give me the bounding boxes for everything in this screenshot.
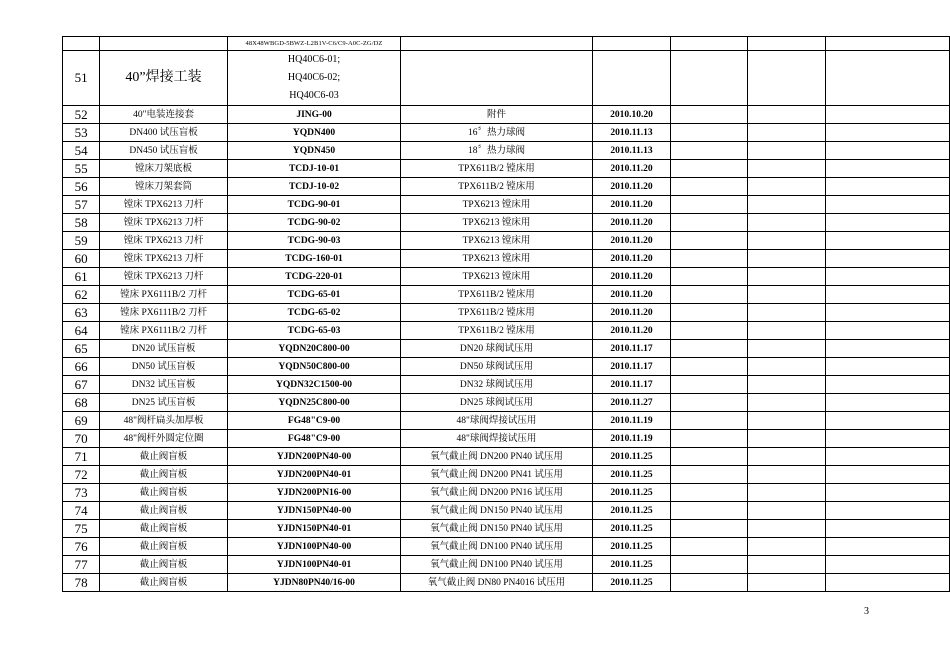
number-cell: 76: [63, 538, 100, 556]
number-cell: 78: [63, 574, 100, 592]
empty-cell: [671, 430, 748, 448]
usage-cell: TPX6213 镗床用: [401, 268, 593, 286]
date-cell: 2010.11.17: [592, 376, 670, 394]
table-row: [63, 142, 950, 160]
empty-cell: [747, 37, 825, 51]
table-row: [63, 51, 950, 106]
empty-cell: [825, 448, 949, 466]
code-cell: TCDG-90-01: [227, 196, 400, 214]
code-cell: TCDJ-10-01: [227, 160, 400, 178]
name-cell: 镗床 PX6111B/2 刀杆: [100, 304, 228, 322]
number-cell: 64: [63, 322, 100, 340]
empty-cell: [747, 51, 825, 106]
name-cell: 镗床 TPX6213 刀杆: [100, 196, 228, 214]
empty-cell: [825, 232, 949, 250]
table-row: [63, 538, 950, 556]
table-row: [63, 286, 950, 304]
tooling-list-table: [62, 36, 950, 592]
empty-cell: [747, 484, 825, 502]
empty-cell: [671, 538, 748, 556]
table-row: [63, 394, 950, 412]
empty-cell: [825, 178, 949, 196]
date-cell: 2010.11.25: [592, 538, 670, 556]
number-cell: 70: [63, 430, 100, 448]
empty-cell: [825, 51, 949, 106]
empty-cell: [825, 430, 949, 448]
empty-cell: [825, 106, 949, 124]
empty-cell: [747, 250, 825, 268]
name-cell: 截止阀盲板: [100, 466, 228, 484]
number-cell: 71: [63, 448, 100, 466]
empty-cell: [671, 142, 748, 160]
number-cell: 74: [63, 502, 100, 520]
empty-cell: [747, 214, 825, 232]
table-row: [63, 214, 950, 232]
number-cell: 60: [63, 250, 100, 268]
usage-cell: 氧气截止阀 DN150 PN40 试压用: [401, 520, 593, 538]
empty-cell: [825, 574, 949, 592]
name-cell: 镗床 PX6111B/2 刀杆: [100, 286, 228, 304]
number-cell: 63: [63, 304, 100, 322]
empty-cell: [825, 142, 949, 160]
empty-cell: [671, 520, 748, 538]
code-cell: YQDN450: [227, 142, 400, 160]
code-cell: YQDN400: [227, 124, 400, 142]
number-cell: [63, 37, 100, 51]
empty-cell: [747, 502, 825, 520]
table-row: [63, 412, 950, 430]
usage-cell: TPX6213 镗床用: [401, 214, 593, 232]
usage-cell: TPX611B/2 镗床用: [401, 286, 593, 304]
empty-cell: [825, 37, 949, 51]
empty-cell: [671, 466, 748, 484]
table-row: [63, 178, 950, 196]
table-row: [63, 106, 950, 124]
code-line: HQ40C6-02;: [287, 72, 341, 83]
code-cell: YJDN100PN40-01: [227, 556, 400, 574]
number-cell: 54: [63, 142, 100, 160]
empty-cell: [825, 538, 949, 556]
empty-cell: [671, 574, 748, 592]
usage-cell: 16〞热力球阀: [401, 124, 593, 142]
empty-cell: [747, 124, 825, 142]
empty-cell: [747, 196, 825, 214]
empty-cell: [747, 286, 825, 304]
date-cell: 2010.11.25: [592, 574, 670, 592]
table-row: [63, 430, 950, 448]
empty-cell: [825, 520, 949, 538]
table-row: [63, 520, 950, 538]
empty-cell: [747, 394, 825, 412]
table-row: [63, 502, 950, 520]
empty-cell: [747, 178, 825, 196]
number-cell: 69: [63, 412, 100, 430]
empty-cell: [671, 51, 748, 106]
empty-cell: [671, 340, 748, 358]
empty-cell: [825, 412, 949, 430]
empty-cell: [825, 124, 949, 142]
date-cell: 2010.11.20: [592, 196, 670, 214]
empty-cell: [825, 484, 949, 502]
code-cell: TCDJ-10-02: [227, 178, 400, 196]
usage-cell: DN20 球阀试压用: [401, 340, 593, 358]
name-cell: DN400 试压盲板: [100, 124, 228, 142]
empty-cell: [825, 556, 949, 574]
usage-cell: [401, 51, 593, 106]
empty-cell: [671, 358, 748, 376]
date-cell: 2010.11.25: [592, 502, 670, 520]
code-cell: YJDN100PN40-00: [227, 538, 400, 556]
empty-cell: [825, 268, 949, 286]
empty-cell: [825, 394, 949, 412]
empty-cell: [671, 37, 748, 51]
number-cell: 57: [63, 196, 100, 214]
number-cell: 52: [63, 106, 100, 124]
empty-cell: [671, 214, 748, 232]
empty-cell: [747, 268, 825, 286]
name-cell: DN20 试压盲板: [100, 340, 228, 358]
table-row: [63, 268, 950, 286]
name-cell: 镗床 TPX6213 刀杆: [100, 214, 228, 232]
code-cell: FG48"C9-00: [227, 412, 400, 430]
name-cell: 截止阀盲板: [100, 574, 228, 592]
code-cell: TCDG-160-01: [227, 250, 400, 268]
number-cell: 53: [63, 124, 100, 142]
name-cell: 镗床 TPX6213 刀杆: [100, 250, 228, 268]
empty-cell: [825, 304, 949, 322]
name-cell: 48"阀杆扁头加厚板: [100, 412, 228, 430]
empty-cell: [671, 394, 748, 412]
usage-cell: 氧气截止阀 DN150 PN40 试压用: [401, 502, 593, 520]
empty-cell: [671, 286, 748, 304]
empty-cell: [825, 196, 949, 214]
usage-cell: TPX6213 镗床用: [401, 232, 593, 250]
table-row: [63, 484, 950, 502]
name-cell: 截止阀盲板: [100, 484, 228, 502]
empty-cell: [747, 466, 825, 484]
date-cell: 2010.11.20: [592, 160, 670, 178]
code-cell: YQDN32C1500-00: [227, 376, 400, 394]
table-row: [63, 466, 950, 484]
code-cell: TCDG-90-03: [227, 232, 400, 250]
code-cell: YJDN200PN40-01: [227, 466, 400, 484]
date-cell: [592, 51, 670, 106]
usage-cell: 附件: [401, 106, 593, 124]
code-cell: YQDN50C800-00: [227, 358, 400, 376]
date-cell: 2010.11.25: [592, 448, 670, 466]
name-cell: 镗床刀架套筒: [100, 178, 228, 196]
code-cell: YJDN80PN40/16-00: [227, 574, 400, 592]
name-cell: 截止阀盲板: [100, 502, 228, 520]
number-cell: 73: [63, 484, 100, 502]
usage-cell: 氧气截止阀 DN200 PN41 试压用: [401, 466, 593, 484]
usage-cell: 氧气截止阀 DN200 PN40 试压用: [401, 448, 593, 466]
number-cell: 61: [63, 268, 100, 286]
date-cell: 2010.11.27: [592, 394, 670, 412]
code-cell: YQDN20C800-00: [227, 340, 400, 358]
usage-cell: DN50 球阀试压用: [401, 358, 593, 376]
name-cell: DN25 试压盲板: [100, 394, 228, 412]
date-cell: 2010.11.25: [592, 484, 670, 502]
empty-cell: [747, 412, 825, 430]
empty-cell: [671, 412, 748, 430]
number-cell: 65: [63, 340, 100, 358]
date-cell: 2010.11.20: [592, 268, 670, 286]
empty-cell: [747, 304, 825, 322]
empty-cell: [747, 322, 825, 340]
empty-cell: [671, 124, 748, 142]
date-cell: 2010.11.25: [592, 520, 670, 538]
date-cell: 2010.11.20: [592, 250, 670, 268]
usage-cell: TPX6213 镗床用: [401, 250, 593, 268]
empty-cell: [825, 250, 949, 268]
empty-cell: [671, 304, 748, 322]
name-cell: 截止阀盲板: [100, 448, 228, 466]
number-cell: 51: [63, 51, 100, 106]
date-cell: 2010.11.13: [592, 124, 670, 142]
name-cell: 镗床 TPX6213 刀杆: [100, 268, 228, 286]
name-cell: 截止阀盲板: [100, 520, 228, 538]
date-cell: 2010.11.20: [592, 178, 670, 196]
table-row: [63, 250, 950, 268]
date-cell: 2010.11.20: [592, 322, 670, 340]
empty-cell: [747, 232, 825, 250]
date-cell: 2010.11.19: [592, 430, 670, 448]
empty-cell: [671, 232, 748, 250]
date-cell: 2010.11.17: [592, 358, 670, 376]
date-cell: 2010.11.20: [592, 214, 670, 232]
empty-cell: [671, 250, 748, 268]
empty-cell: [825, 322, 949, 340]
number-cell: 72: [63, 466, 100, 484]
table-row: [63, 124, 950, 142]
name-cell: 截止阀盲板: [100, 538, 228, 556]
date-cell: 2010.11.13: [592, 142, 670, 160]
page-number: 3: [864, 606, 869, 617]
empty-cell: [671, 160, 748, 178]
date-cell: 2010.11.20: [592, 304, 670, 322]
empty-cell: [825, 466, 949, 484]
name-cell: 截止阀盲板: [100, 556, 228, 574]
empty-cell: [671, 106, 748, 124]
date-cell: 2010.11.19: [592, 412, 670, 430]
empty-cell: [825, 358, 949, 376]
table-row: [63, 160, 950, 178]
empty-cell: [825, 340, 949, 358]
usage-cell: TPX611B/2 镗床用: [401, 322, 593, 340]
date-cell: 2010.11.20: [592, 286, 670, 304]
name-cell: 镗床刀架底板: [100, 160, 228, 178]
empty-cell: [671, 196, 748, 214]
usage-cell: 48"球阀焊接试压用: [401, 412, 593, 430]
usage-cell: 氧气截止阀 DN100 PN40 试压用: [401, 556, 593, 574]
number-cell: 68: [63, 394, 100, 412]
date-cell: 2010.11.25: [592, 466, 670, 484]
empty-cell: [825, 502, 949, 520]
empty-cell: [747, 448, 825, 466]
name-cell: DN32 试压盲板: [100, 376, 228, 394]
number-cell: 77: [63, 556, 100, 574]
empty-cell: [671, 484, 748, 502]
usage-cell: TPX611B/2 镗床用: [401, 304, 593, 322]
code-cell: JING-00: [227, 106, 400, 124]
code-cell: YJDN150PN40-00: [227, 502, 400, 520]
empty-cell: [671, 322, 748, 340]
number-cell: 59: [63, 232, 100, 250]
empty-cell: [747, 142, 825, 160]
code-cell: TCDG-90-02: [227, 214, 400, 232]
code-cell: TCDG-220-01: [227, 268, 400, 286]
usage-cell: 48"球阀焊接试压用: [401, 430, 593, 448]
usage-cell: [401, 37, 593, 51]
usage-cell: DN32 球阀试压用: [401, 376, 593, 394]
date-cell: 2010.10.20: [592, 106, 670, 124]
empty-cell: [747, 160, 825, 178]
empty-cell: [825, 286, 949, 304]
date-cell: [592, 37, 670, 51]
usage-cell: TPX611B/2 镗床用: [401, 160, 593, 178]
code-cell: YQDN25C800-00: [227, 394, 400, 412]
empty-cell: [747, 106, 825, 124]
name-cell: 40”焊接工装: [100, 51, 228, 106]
table-row: [63, 196, 950, 214]
empty-cell: [671, 268, 748, 286]
empty-cell: [825, 214, 949, 232]
name-cell: 48"阀杆外圆定位圈: [100, 430, 228, 448]
table-row: [63, 304, 950, 322]
code-cell: TCDG-65-01: [227, 286, 400, 304]
code-cell: TCDG-65-02: [227, 304, 400, 322]
name-cell: DN50 试压盲板: [100, 358, 228, 376]
name-cell: 40"电装连接套: [100, 106, 228, 124]
usage-cell: 氧气截止阀 DN80 PN4016 试压用: [401, 574, 593, 592]
code-cell: YJDN150PN40-01: [227, 520, 400, 538]
table-row: [63, 556, 950, 574]
number-cell: 62: [63, 286, 100, 304]
code-cell: YJDN200PN16-00: [227, 484, 400, 502]
number-cell: 56: [63, 178, 100, 196]
code-cell: 48X48WBGD-5BWZ-L2B1V-C6/C9-A0C-ZG/DZ: [227, 37, 400, 51]
usage-cell: 氧气截止阀 DN200 PN16 试压用: [401, 484, 593, 502]
empty-cell: [671, 502, 748, 520]
code-cell: [227, 51, 400, 106]
table-row: [63, 574, 950, 592]
number-cell: 66: [63, 358, 100, 376]
table-row: [63, 448, 950, 466]
code-cell: FG48"C9-00: [227, 430, 400, 448]
usage-cell: 18〞热力球阀: [401, 142, 593, 160]
table-row: [63, 37, 950, 51]
empty-cell: [747, 340, 825, 358]
usage-cell: TPX611B/2 镗床用: [401, 178, 593, 196]
empty-cell: [671, 556, 748, 574]
table-row: [63, 376, 950, 394]
date-cell: 2010.11.25: [592, 556, 670, 574]
name-cell: 镗床 PX6111B/2 刀杆: [100, 322, 228, 340]
date-cell: 2010.11.17: [592, 340, 670, 358]
empty-cell: [747, 520, 825, 538]
number-cell: 58: [63, 214, 100, 232]
date-cell: 2010.11.20: [592, 232, 670, 250]
number-cell: 67: [63, 376, 100, 394]
number-cell: 55: [63, 160, 100, 178]
empty-cell: [747, 556, 825, 574]
empty-cell: [747, 430, 825, 448]
table-row: [63, 358, 950, 376]
code-cell: YJDN200PN40-00: [227, 448, 400, 466]
empty-cell: [825, 160, 949, 178]
usage-cell: TPX6213 镗床用: [401, 196, 593, 214]
number-cell: 75: [63, 520, 100, 538]
usage-cell: DN25 球阀试压用: [401, 394, 593, 412]
table-row: [63, 340, 950, 358]
code-line: HQ40C6-01;: [287, 54, 341, 65]
name-cell: [100, 37, 228, 51]
name-cell: 镗床 TPX6213 刀杆: [100, 232, 228, 250]
usage-cell: 氧气截止阀 DN100 PN40 试压用: [401, 538, 593, 556]
empty-cell: [825, 376, 949, 394]
table-row: [63, 232, 950, 250]
empty-cell: [671, 178, 748, 196]
empty-cell: [747, 574, 825, 592]
table-row: [63, 322, 950, 340]
empty-cell: [747, 376, 825, 394]
code-cell: TCDG-65-03: [227, 322, 400, 340]
name-cell: DN450 试压盲板: [100, 142, 228, 160]
empty-cell: [747, 538, 825, 556]
empty-cell: [671, 376, 748, 394]
code-line: HQ40C6-03: [289, 90, 339, 101]
empty-cell: [671, 448, 748, 466]
empty-cell: [747, 358, 825, 376]
